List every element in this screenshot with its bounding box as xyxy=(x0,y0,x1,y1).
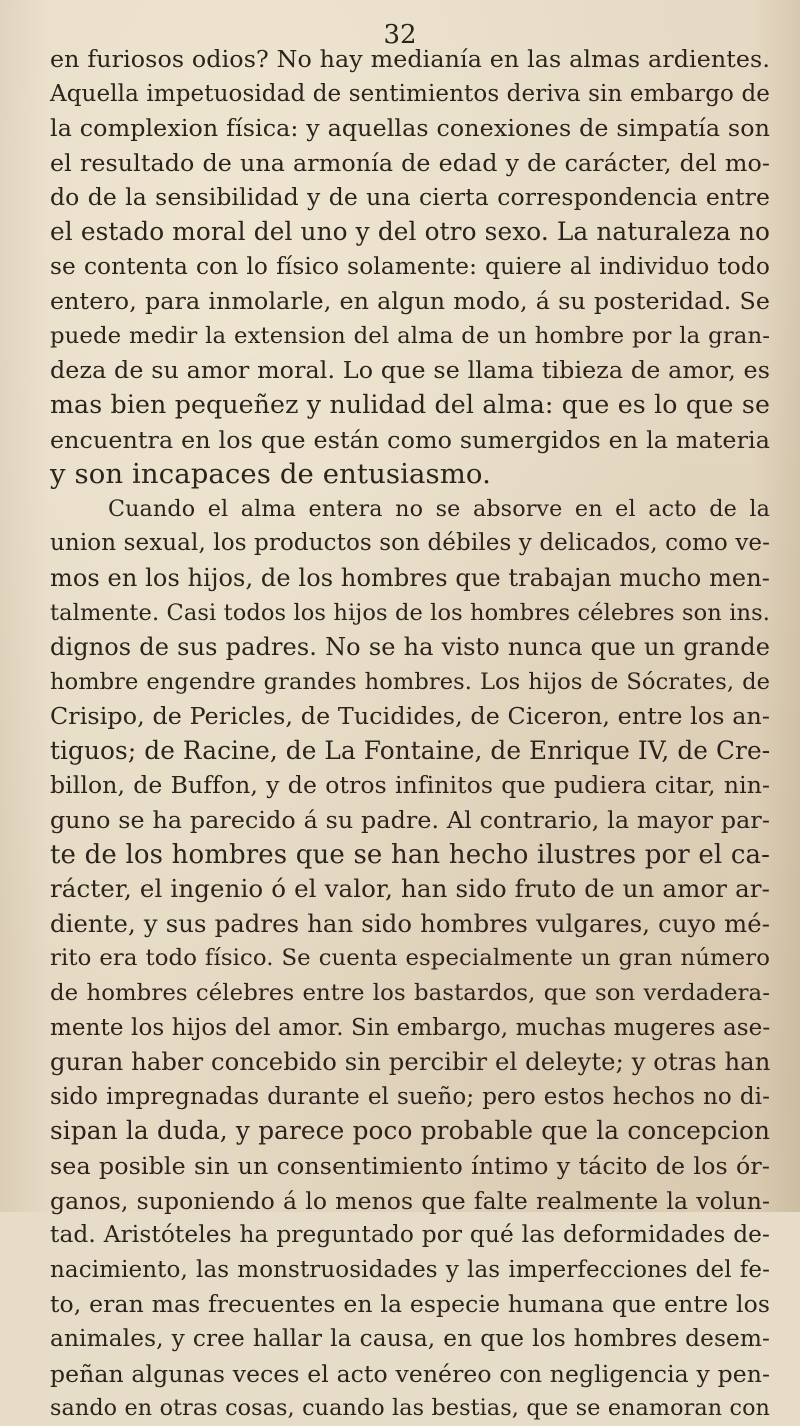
text-line: Cuando el alma entera no se absorve en el acto de la xyxy=(108,495,770,522)
text-line: sido impregnadas durante el sueño; pero estos hechos no di- xyxy=(50,1083,770,1110)
text-line: do de la sensibilidad y de una cierta correspondencia entre xyxy=(50,183,770,212)
text-line: peñan algunas veces el acto venéreo con negligencia y pen- xyxy=(50,1359,770,1388)
text-line: se contenta con lo físico solamente: quiere al individuo todo xyxy=(50,252,770,280)
text-line: guran haber concebido sin percibir el deleyte; y otras han xyxy=(50,1047,771,1077)
text-line: mas bien pequeñez y nulidad del alma: que es lo que se xyxy=(50,389,770,419)
text-line: mente los hijos del amor. Sin embargo, muchas mugeres ase- xyxy=(50,1014,771,1041)
text-line: sando en otras cosas, cuando las bestias, que se enamoran con xyxy=(50,1395,770,1422)
text-line: entero, para inmolarle, en algun modo, á su posteridad. Se xyxy=(50,287,770,316)
text-line: la complexion física: y aquellas conexiones de simpatía son xyxy=(50,114,770,143)
body-text xyxy=(50,42,770,1426)
text-line: Aquella impetuosidad de sentimientos deriva sin embargo de xyxy=(50,80,770,107)
text-line: nacimiento, las monstruosidades y las imperfecciones del fe- xyxy=(50,1256,770,1283)
text-line: mos en los hijos, de los hombres que trabajan mucho men- xyxy=(50,563,770,592)
text-line: de hombres célebres entre los bastardos, que son verdadera- xyxy=(50,980,770,1007)
text-line: animales, y cree hallar la causa, en que los hombres desem- xyxy=(50,1324,770,1352)
text-line: guno se ha parecido á su padre. Al contrario, la mayor par- xyxy=(50,806,770,835)
text-line: el estado moral del uno y del otro sexo. La naturaleza no xyxy=(50,216,770,246)
text-line: en furiosos odios? No hay medianía en las almas ardientes. xyxy=(50,45,770,73)
text-line: billon, de Buffon, y de otros infinitos que pudiera citar, nin- xyxy=(50,771,770,800)
text-line: hombre engendre grandes hombres. Los hijos de Sócrates, de xyxy=(50,668,770,695)
text-line: dignos de sus padres. No se ha visto nunca que un grande xyxy=(50,633,770,662)
text-line: rácter, el ingenio ó el valor, han sido fruto de un amor ar- xyxy=(50,874,770,904)
text-line: puede medir la extension del alma de un hombre por la gran- xyxy=(50,322,770,349)
text-line: y son incapaces de entusiasmo. xyxy=(50,458,491,491)
text-line: union sexual, los productos son débiles y delicados, como ve- xyxy=(50,530,770,557)
text-line: tad. Aristóteles ha preguntado por qué las deformidades de- xyxy=(50,1221,770,1249)
text-line: sea posible sin un consentimiento íntimo y tácito de los ór- xyxy=(50,1152,770,1180)
text-line: encuentra en los que están como sumergidos en la materia xyxy=(50,425,770,454)
text-line: Crisipo, de Pericles, de Tucidides, de Ciceron, entre los an- xyxy=(50,702,770,731)
text-line: tiguos; de Racine, de La Fontaine, de Enrique IV, de Cre- xyxy=(50,735,771,765)
text-line: te de los hombres que se han hecho ilustres por el ca- xyxy=(50,839,770,870)
text-line: ganos, suponiendo á lo menos que falte realmente la volun- xyxy=(50,1186,770,1215)
text-line: rito era todo físico. Se cuenta especialmente un gran número xyxy=(50,945,770,972)
text-line: sipan la duda, y parece poco probable que la concepcion xyxy=(50,1116,770,1146)
text-line: el resultado de una armonía de edad y de carácter, del mo- xyxy=(50,148,770,177)
page-number: 32 xyxy=(383,20,417,50)
text-line: diente, y sus padres han sido hombres vulgares, cuyo mé- xyxy=(50,908,770,938)
text-line: to, eran mas frecuentes en la especie humana que entre los xyxy=(50,1290,770,1319)
text-line: talmente. Casi todos los hijos de los hombres célebres son ins. xyxy=(50,599,770,626)
text-line: deza de su amor moral. Lo que se llama tibieza de amor, es xyxy=(50,356,770,385)
